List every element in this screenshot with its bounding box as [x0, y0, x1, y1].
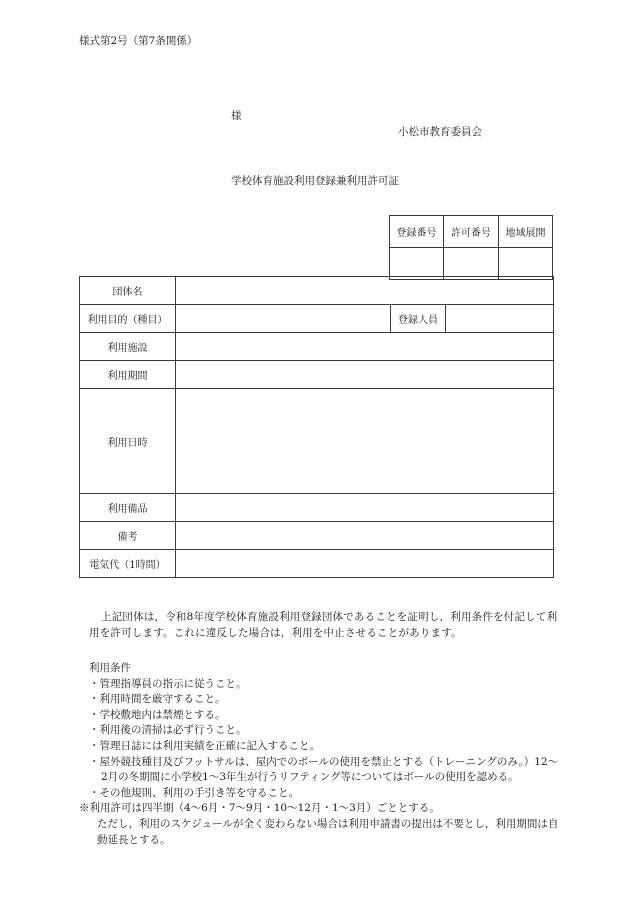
- label-datetime: 利用日時: [80, 389, 176, 494]
- reg-header-registration-no: 登録番号: [390, 216, 444, 248]
- certification-paragraph: 上記団体は，令和8年度学校体育施設利用登録団体であることを証明し，利用条件を付記して利用を許可します。これに違反した場合は，利用を中止させることがあります。: [89, 611, 558, 639]
- value-purpose[interactable]: [176, 305, 391, 333]
- value-equipment[interactable]: [176, 494, 554, 522]
- reg-value-registration-no[interactable]: [390, 248, 444, 280]
- value-facility[interactable]: [176, 333, 554, 361]
- label-remarks: 備考: [80, 522, 176, 550]
- condition-item: ・管理日誌には利用実績を正確に記入すること。: [89, 739, 320, 752]
- registration-number-table: [389, 215, 553, 280]
- reg-value-regional[interactable]: [499, 248, 553, 280]
- label-group-name: 団体名: [80, 277, 176, 305]
- condition-note-continued: ただし，利用のスケジュールが全く変わらない場合は利用申請書の提出は不要とし，利用期間は自動延長とする。: [97, 817, 559, 846]
- reg-header-regional: 地域展開: [499, 216, 553, 248]
- condition-item: ・その他規則、利用の手引き等を守ること。: [89, 786, 299, 799]
- conditions-heading: 利用条件: [89, 662, 131, 674]
- condition-item: ・利用後の清掃は必ず行うこと。: [89, 724, 247, 737]
- value-period[interactable]: [176, 361, 554, 389]
- value-registered-members[interactable]: [446, 305, 554, 333]
- addressee-honorific: 様: [231, 110, 242, 122]
- issuer-name: 小松市教育委員会: [398, 126, 482, 138]
- document-title: 学校体育施設利用登録兼利用許可証: [231, 175, 399, 187]
- condition-item: ・屋外競技種目及びフットサルは、屋内でのボールの使用を禁止とする（トレーニングのみ。）12～2月の冬期間に小学校1～3年生が行うリフティング等についてはボールの使用を認める。: [89, 755, 559, 784]
- application-details-table: [79, 276, 554, 578]
- value-group-name[interactable]: [176, 277, 554, 305]
- reg-header-permit-no: 許可番号: [444, 216, 499, 248]
- label-period: 利用期間: [80, 361, 176, 389]
- label-facility: 利用施設: [80, 333, 176, 361]
- condition-note: ※利用許可は四半期（4～6月・7～9月・10～12月・1～3月）ごととする。: [79, 802, 440, 815]
- label-registered-members: 登録人員: [391, 305, 446, 333]
- condition-item: ・利用時間を厳守すること。: [89, 693, 226, 706]
- usage-conditions: [79, 661, 559, 848]
- value-datetime[interactable]: [176, 389, 554, 494]
- label-equipment: 利用備品: [80, 494, 176, 522]
- label-purpose: 利用目的（種目）: [80, 305, 176, 333]
- condition-item: ・学校敷地内は禁煙とする。: [89, 708, 226, 721]
- label-electricity-fee: 電気代（1時間）: [80, 550, 176, 578]
- condition-item: ・管理指導員の指示に従うこと。: [89, 677, 247, 690]
- value-remarks[interactable]: [176, 522, 554, 550]
- reg-value-permit-no[interactable]: [444, 248, 499, 280]
- value-electricity-fee[interactable]: [176, 550, 554, 578]
- form-number: 様式第2号（第7条関係）: [79, 35, 198, 47]
